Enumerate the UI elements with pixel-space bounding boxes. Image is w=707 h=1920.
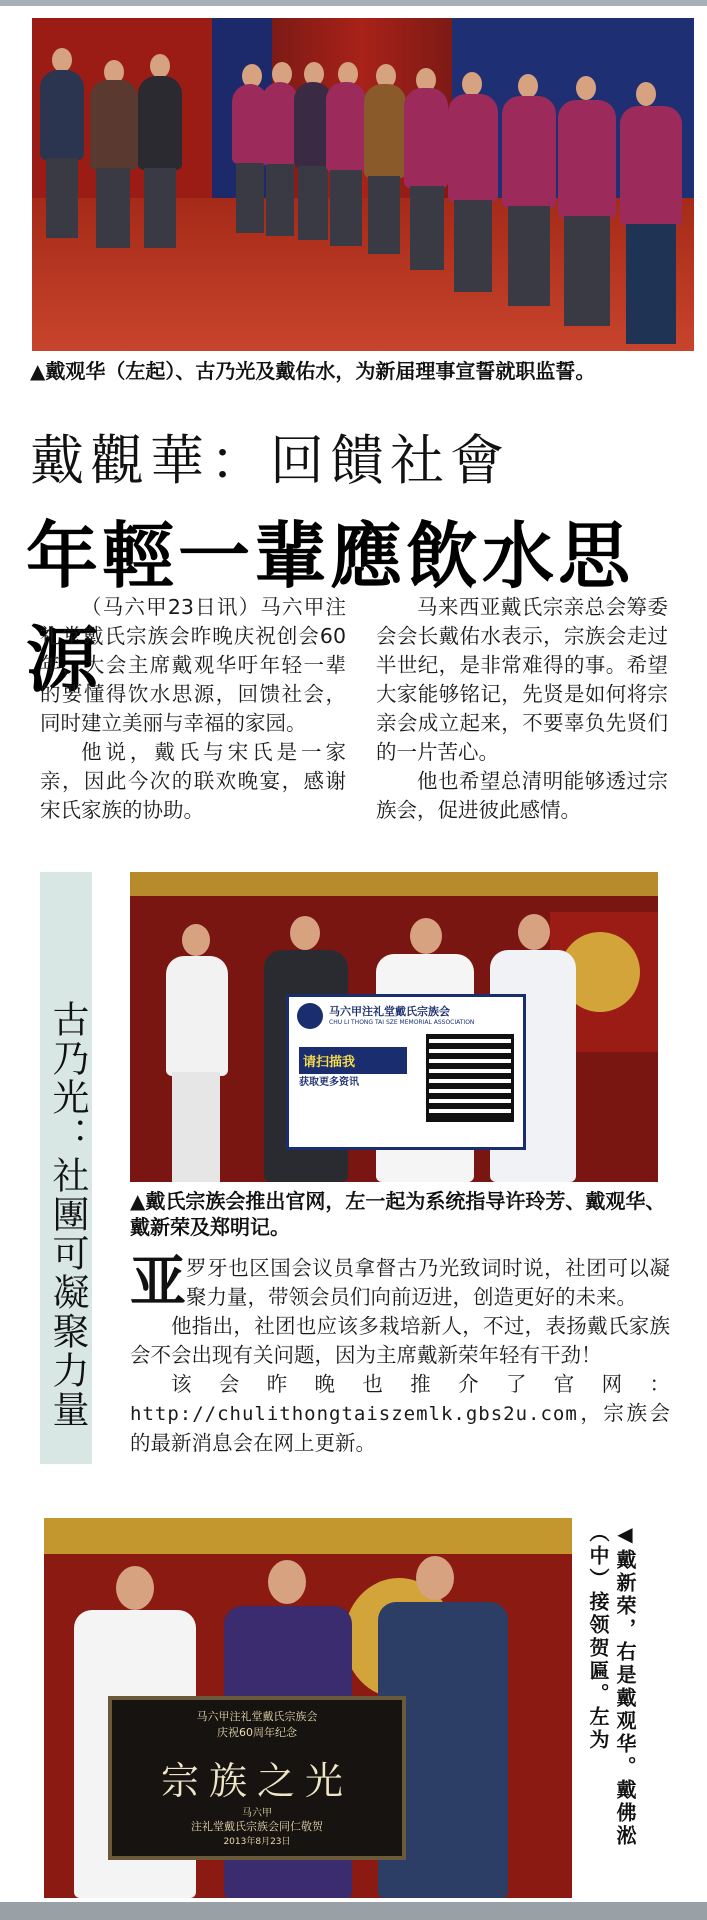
person-woman-left [166,956,228,1076]
member-8 [502,96,556,208]
website-url: http://chulithongtaiszemlk.gbs2u.com [130,1403,578,1425]
qr-code-icon [429,1037,511,1119]
photo2-caption: ▲戴氏宗族会推出官网，左一起为系统指导许玲芳、戴观华、戴新荣及郑明记。 [130,1189,666,1239]
sidebar-title: 古乃光：社團可凝聚力量 [46,1000,89,1429]
photo-website-launch [130,872,658,1182]
sub-article-paragraph: 他指出，社团也应该多栽培新人，不过，表扬戴氏家族会不会出现有关问题，因为主席戴新荣年轻有干劲！ [130,1314,670,1367]
banner-subheading: CHU LI THONG TAI SZE MEMORIAL ASSOCIATION [329,1019,475,1026]
banner-cta-sub: 获取更多资讯 [299,1077,359,1088]
member-10 [620,106,682,226]
member-7 [448,94,498,202]
article-paragraph: 他说，戴氏与宋氏是一家亲，因此今次的联欢晚宴，感谢宋氏家族的协助。 [40,740,346,822]
plaque-signed: 马六甲 [242,1808,272,1819]
headline-line1: 戴觀華：回饋社會 [30,429,510,492]
plaque-inscription-1: 马六甲注礼堂戴氏宗族会 [196,1710,318,1723]
article-paragraph: 他也希望总清明能够透过宗族会，促进彼此感情。 [376,769,668,822]
plaque-inscription-2: 庆祝60周年纪念 [217,1726,297,1739]
url-intro: 该会昨晚也推介了官网： [171,1372,670,1396]
member-6 [404,88,448,188]
article-column-2 [376,593,668,825]
banner-heading: 马六甲注礼堂戴氏宗族会 [329,1005,450,1018]
member-2 [262,82,298,166]
plaque-main-title: 宗族之光 [160,1759,353,1803]
top-rule [0,0,707,6]
bottom-rule [0,1902,707,1920]
photo-swearing-in [32,18,694,351]
person-left-2 [90,80,138,170]
article-paragraph: （马六甲23日讯）马六甲注礼堂戴氏宗族会昨晚庆祝创会60年，大会主席戴观华吁年轻一辈的要懂得饮水思源，回馈社会，同时建立美丽与幸福的家园。 [40,595,346,735]
person-left-3 [138,76,182,170]
banner-cta: 请扫描我 [299,1047,407,1074]
photo3-caption: ◀戴新荣，右是戴观华。戴佛淞（中）接领贺匾。左为 [586,1522,637,1848]
association-logo-icon [297,1003,323,1029]
article-paragraph: 马来西亚戴氏宗亲总会筹委会会长戴佑水表示，宗族会走过半世纪，是非常难得的事。希望大家能够铭记，先贤是如何将宗亲会成立起来，不要辜负先贤们的一片苦心。 [376,595,668,764]
url-outro: ，宗族会的最新消息会在网上更新。 [130,1401,670,1455]
sub-article-paragraph [130,1370,670,1458]
sub-article [130,1250,670,1458]
person-left-1 [40,70,84,160]
congratulatory-plaque [108,1696,406,1860]
qr-banner [286,994,526,1150]
photo1-caption: ▲戴观华（左起）、古乃光及戴佑水，为新届理事宣誓就职监誓。 [30,359,596,383]
article-column-1 [40,593,346,825]
member-5 [364,84,406,178]
photo-plaque-presentation [44,1518,572,1898]
sub-article-paragraph: 罗牙也区国会议员拿督古乃光致词时说，社团可以凝聚力量，带领会员们向前迈进，创造更好的未来。 [186,1256,670,1309]
member-4 [326,82,366,172]
headline-line2: 年輕一輩應飲水思源 [26,514,635,702]
member-9 [558,100,616,218]
plaque-signed-2: 注礼堂戴氏宗族会同仁敬贺 [191,1820,323,1833]
drop-cap: 亚 [130,1250,186,1315]
plaque-date: 2013年8月23日 [223,1837,291,1847]
